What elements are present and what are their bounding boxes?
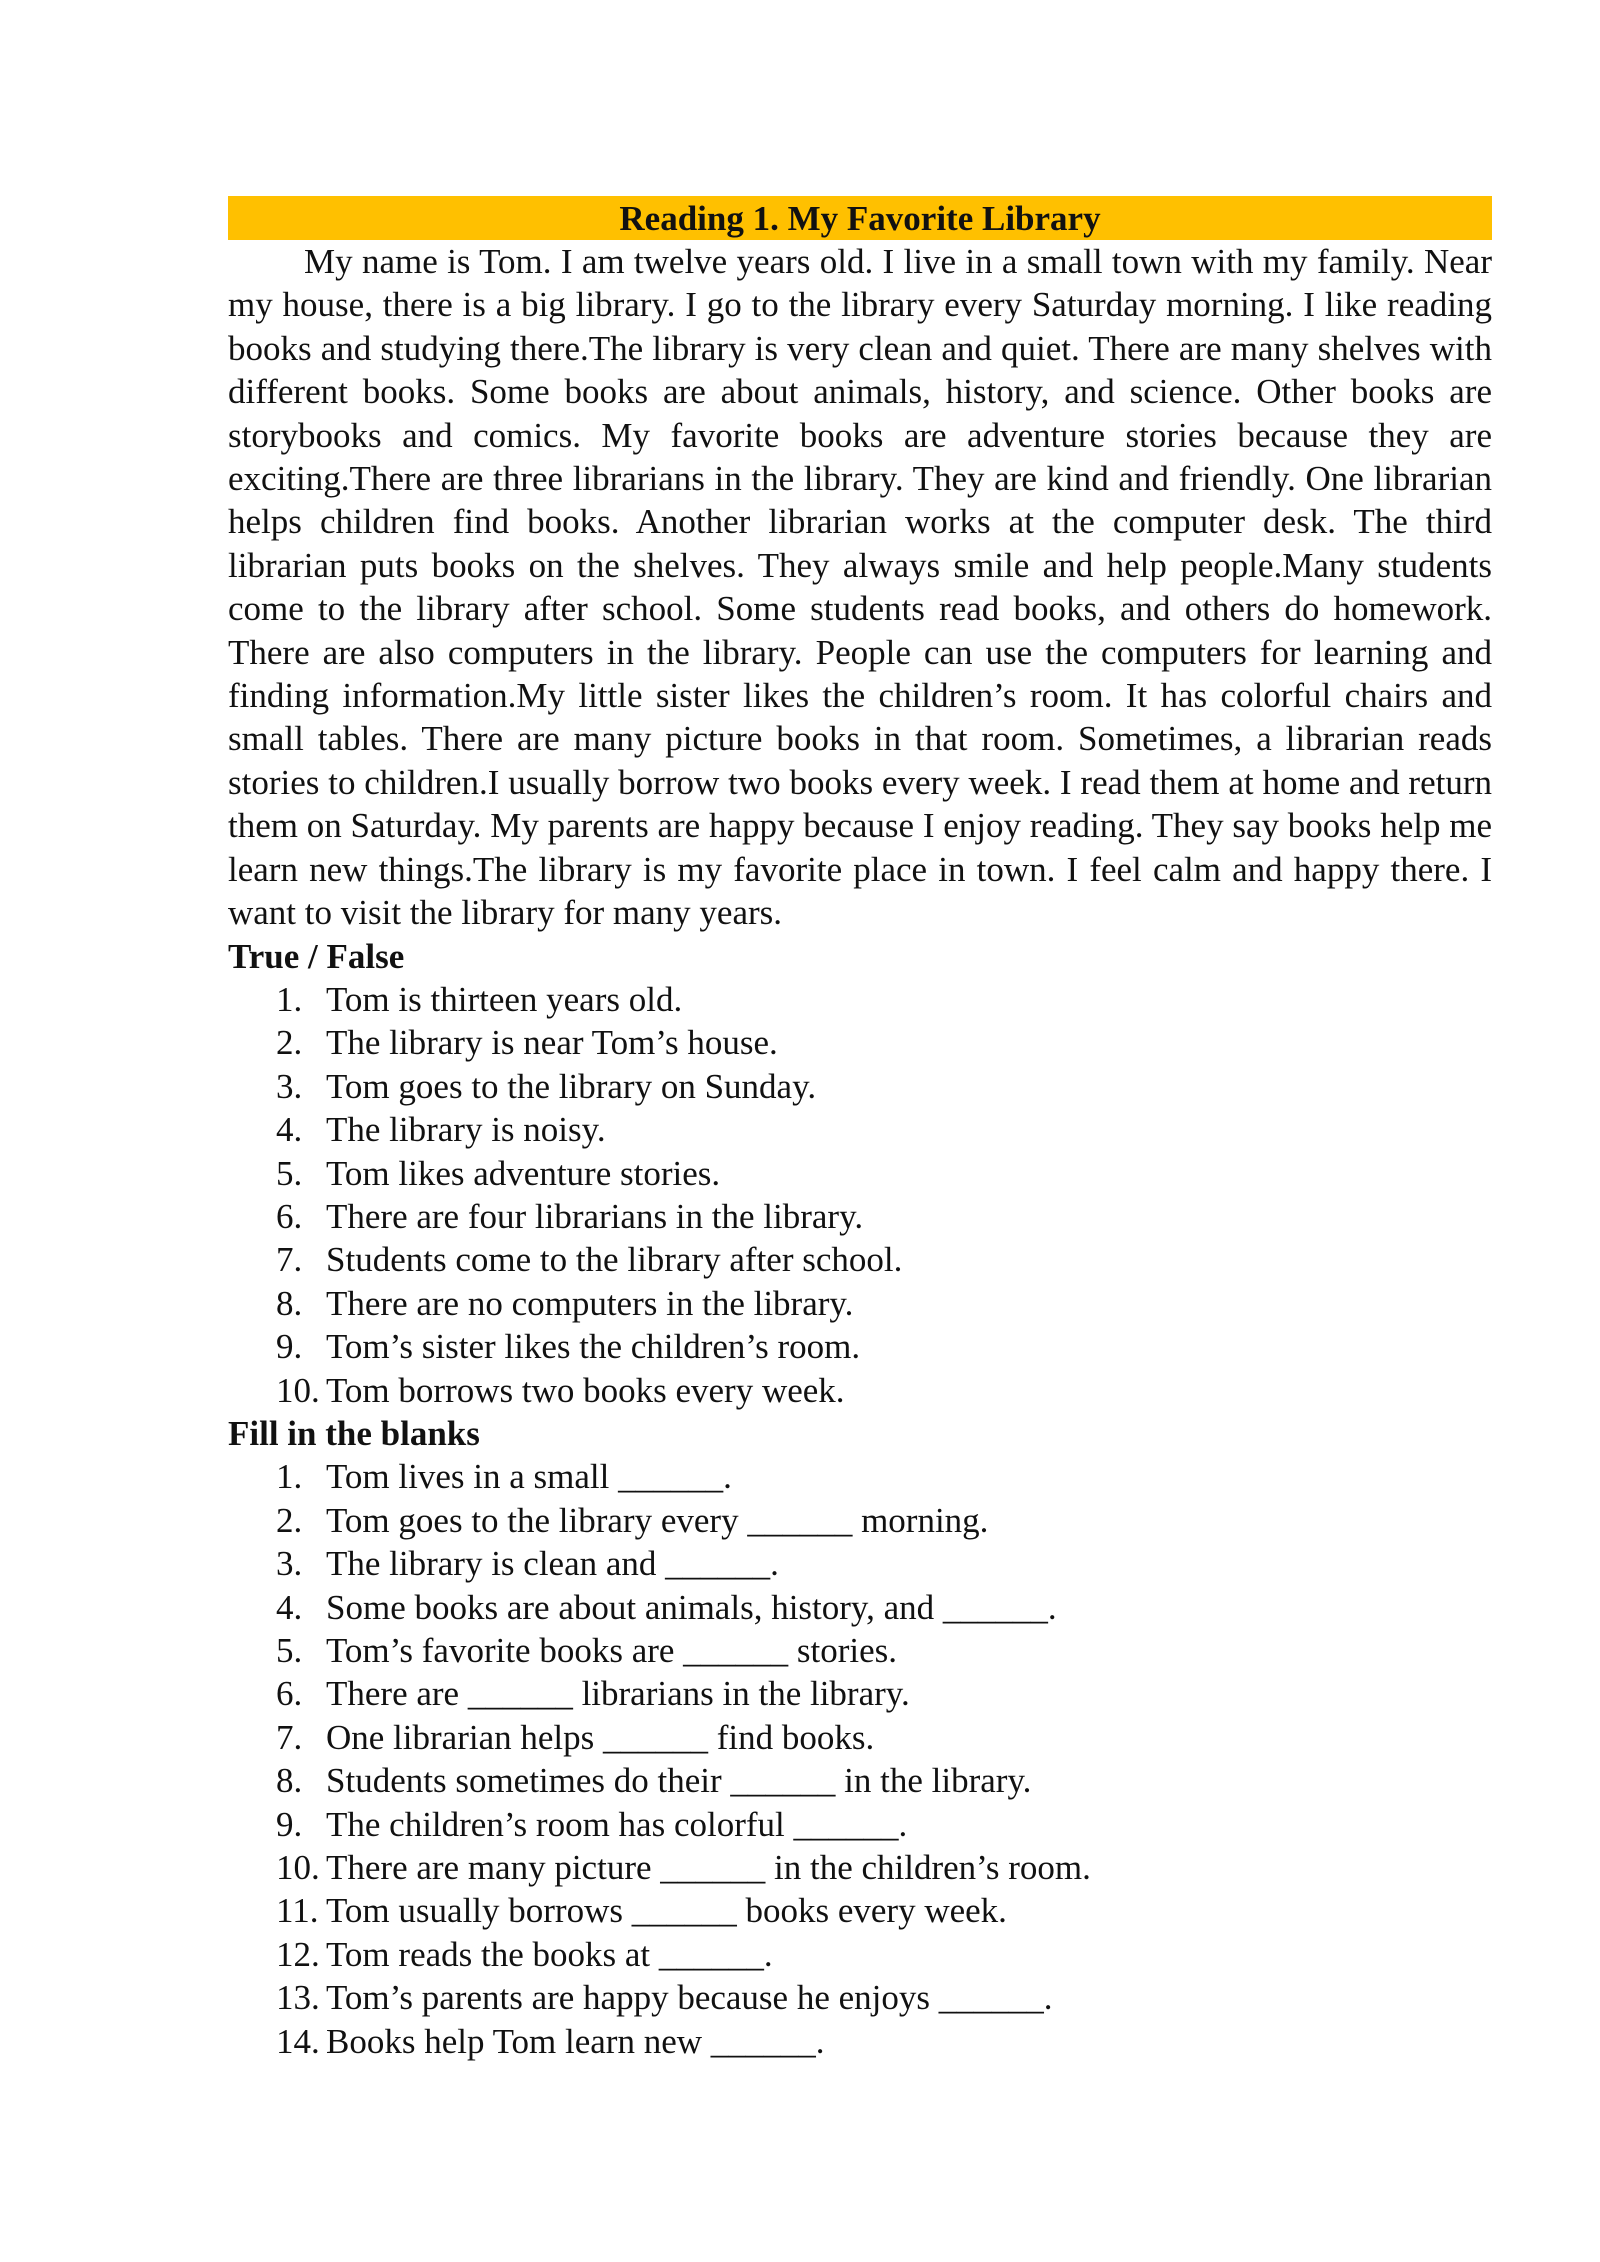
question-number: 3. [276,1544,303,1584]
question-number: 4. [276,1110,303,1150]
true-false-item [228,1369,1492,1412]
fill-blank-item [228,2020,1492,2063]
question-text: Tom is thirteen years old. [326,979,683,1019]
true-false-item [228,1325,1492,1368]
question-text: Tom’s favorite books are ______ stories. [326,1631,898,1670]
question-number: 8. [276,1761,303,1801]
fill-blank-item [228,1629,1492,1672]
question-number: 6. [276,1196,303,1236]
true-false-item [228,1021,1492,1064]
question-text: Students sometimes do their ______ in the library. [326,1761,1032,1801]
fill-blank-item [228,1759,1492,1802]
question-text: The children’s room has colorful ______. [326,1804,908,1844]
question-text: There are no computers in the library. [326,1283,854,1323]
reading-title: Reading 1. My Favorite Library [228,196,1492,240]
fill-blank-item [228,1933,1492,1976]
question-text: Tom reads the books at ______. [326,1934,773,1974]
fill-blank-item [228,1455,1492,1498]
question-number: 10. [276,1848,320,1888]
fill-blank-item [228,1889,1492,1932]
fill-blank-item [228,1716,1492,1759]
question-text: Tom usually borrows ______ books every week. [326,1891,1007,1931]
question-number: 4. [276,1587,303,1627]
question-number: 14. [276,2021,320,2061]
question-text: Tom goes to the library every ______ morning. [326,1500,989,1540]
question-text: The library is noisy. [326,1110,606,1150]
question-number: 10. [276,1370,320,1410]
question-number: 3. [276,1066,303,1106]
question-text: Some books are about animals, history, and ______. [326,1587,1057,1627]
true-false-item [228,1108,1492,1151]
question-text: There are four librarians in the library. [326,1196,864,1236]
fill-blank-item [228,1846,1492,1889]
question-text: There are many picture ______ in the children’s room. [326,1848,1091,1888]
true-false-item [228,1195,1492,1238]
question-text: One librarian helps ______ find books. [326,1717,875,1757]
question-text: Tom’s parents are happy because he enjoys ______. [326,1978,1053,2018]
true-false-list [228,978,1492,1412]
question-number: 9. [276,1327,303,1367]
fill-blank-item [228,1542,1492,1585]
question-text: Students come to the library after school. [326,1240,903,1280]
question-text: There are ______ librarians in the library. [326,1674,910,1714]
fill-blank-item [228,1976,1492,2019]
question-number: 7. [276,1240,303,1280]
question-text: Tom goes to the library on Sunday. [326,1066,817,1106]
fill-blanks-heading: Fill in the blanks [228,1413,480,1453]
fill-blanks-list [228,1455,1492,2063]
question-text: The library is near Tom’s house. [326,1023,778,1063]
question-number: 2. [276,1023,303,1063]
question-text: Tom’s sister likes the children’s room. [326,1327,861,1367]
true-false-item [228,1152,1492,1195]
fill-blank-item [228,1499,1492,1542]
question-text: Tom borrows two books every week. [326,1370,845,1410]
question-number: 8. [276,1283,303,1323]
question-number: 1. [276,1457,303,1497]
true-false-item [228,1282,1492,1325]
question-text: Books help Tom learn new ______. [326,2021,825,2061]
question-number: 2. [276,1500,303,1540]
question-number: 12. [276,1934,320,1974]
question-number: 9. [276,1804,303,1844]
worksheet-page [228,196,1492,2063]
fill-blank-item [228,1803,1492,1846]
fill-blank-item [228,1586,1492,1629]
true-false-item [228,1238,1492,1281]
question-text: Tom likes adventure stories. [326,1153,721,1193]
true-false-item [228,978,1492,1021]
true-false-item [228,1065,1492,1108]
question-text: Tom lives in a small ______. [326,1457,732,1497]
question-number: 5. [276,1153,303,1193]
question-number: 5. [276,1631,303,1670]
fill-blank-item [228,1672,1492,1715]
question-number: 7. [276,1717,303,1757]
question-number: 11. [276,1891,319,1931]
question-text: The library is clean and ______. [326,1544,779,1584]
true-false-heading: True / False [228,936,405,976]
question-number: 13. [276,1978,320,2018]
question-number: 6. [276,1674,303,1714]
question-number: 1. [276,979,303,1019]
reading-passage: My name is Tom. I am twelve years old. I live in a small town with my family. Near my house, there is a big library. I go to the library every Saturday morning. I like reading books and studying there.The library is very clean and quiet. There are many shelves with different books. Some books are about animals, history, and science. Other books are storybooks and comics. My favorite books are adventure stories because they are exciting.There are three librarians in the library. They are kind and friendly. One librarian helps children find books. Another librarian works at the computer desk. The third librarian puts books on the shelves. They always smile and help people.Many students come to the library after school. Some students read books, and others do homework. There are also computers in the library. People can use the computers for learning and finding information.My little sister likes the children’s room. It has colorful chairs and small tables. There are many picture books in that room. Sometimes, a librarian reads stories to children.I usually borrow two books every week. I read them at home and return them on Saturday. My parents are happy because I enjoy reading. They say books help me learn new things.The library is my favorite place in town. I feel calm and happy there. I want to visit the library for many years. [228,242,1492,933]
